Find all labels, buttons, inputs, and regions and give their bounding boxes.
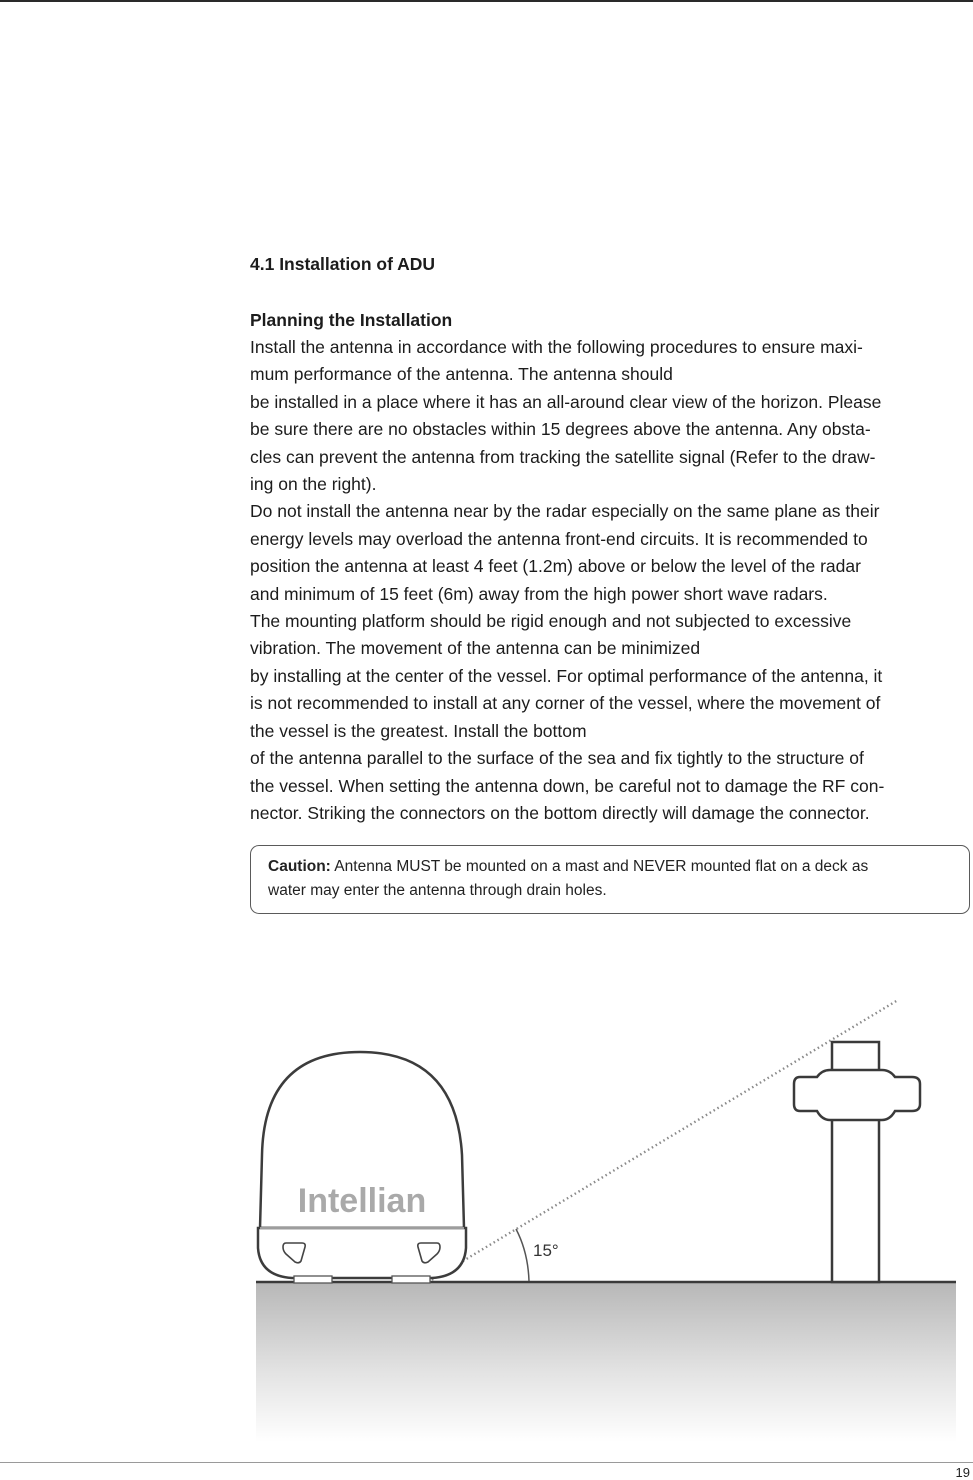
body-line: Install the antenna in accordance with the following procedures to ensure maxi- — [250, 337, 863, 357]
clearance-line — [428, 1000, 898, 1282]
body-line: Do not install the antenna near by the radar especially on the same plane as their — [250, 501, 880, 522]
caution-line — [268, 855, 953, 879]
body-line: be sure there are no obstacles within 15 degrees above the antenna. Any obsta- — [250, 419, 871, 440]
body-line: mum performance of the antenna. The antenna should — [250, 364, 673, 385]
radar-mast — [794, 1042, 920, 1282]
body-line: position the antenna at least 4 feet (1.2m) above or below the level of the radar — [250, 556, 861, 577]
caution-label: Caution: — [268, 858, 331, 875]
body-line: of the antenna parallel to the surface of the sea and fix tightly to the structure of — [250, 748, 864, 769]
body-line: the vessel is the greatest. Install the bottom — [250, 720, 587, 741]
subsection-title: Planning the Installation — [250, 310, 453, 330]
body-line: ing on the right). — [250, 474, 377, 495]
angle-label: 15° — [533, 1241, 559, 1260]
page-number: 19 — [955, 1465, 970, 1480]
footer-rule — [0, 1462, 973, 1463]
body-line: by installing at the center of the vessel. For optimal performance of the antenna, it — [250, 665, 883, 686]
body-line: be installed in a place where it has an all-around clear view of the horizon. Please — [250, 391, 882, 412]
caution-line: water may enter the antenna through drain holes. — [268, 882, 607, 899]
installation-diagram — [250, 990, 973, 1445]
body-line: vibration. The movement of the antenna can be minimized — [250, 638, 701, 659]
deck-surface — [256, 1282, 956, 1442]
body-line: The mounting platform should be rigid enough and not subjected to excessive — [250, 611, 852, 632]
body-line: and minimum of 15 feet (6m) away from the high power short wave radars. — [250, 583, 828, 604]
body-line: cles can prevent the antenna from tracking the satellite signal (Refer to the draw- — [250, 446, 876, 467]
top-rule — [0, 0, 973, 2]
body-line: is not recommended to install at any corner of the vessel, where the movement of — [250, 693, 881, 714]
angle-arc — [516, 1229, 529, 1281]
body-paragraph — [250, 334, 972, 827]
brand-logo: Intellian — [297, 1182, 427, 1220]
body-line: energy levels may overload the antenna front-end circuits. It is recommended to — [250, 528, 868, 549]
antenna-radome — [258, 1052, 466, 1283]
caution-text: Antenna MUST be mounted on a mast and NEVER mounted flat on a deck as — [330, 858, 869, 875]
caution-box — [250, 845, 970, 914]
main-content — [250, 252, 972, 827]
body-line: nector. Striking the connectors on the bottom directly will damage the connector. — [250, 802, 870, 823]
body-line: the vessel. When setting the antenna down, be careful not to damage the RF con- — [250, 775, 885, 796]
section-title: 4.1 Installation of ADU — [250, 254, 436, 274]
